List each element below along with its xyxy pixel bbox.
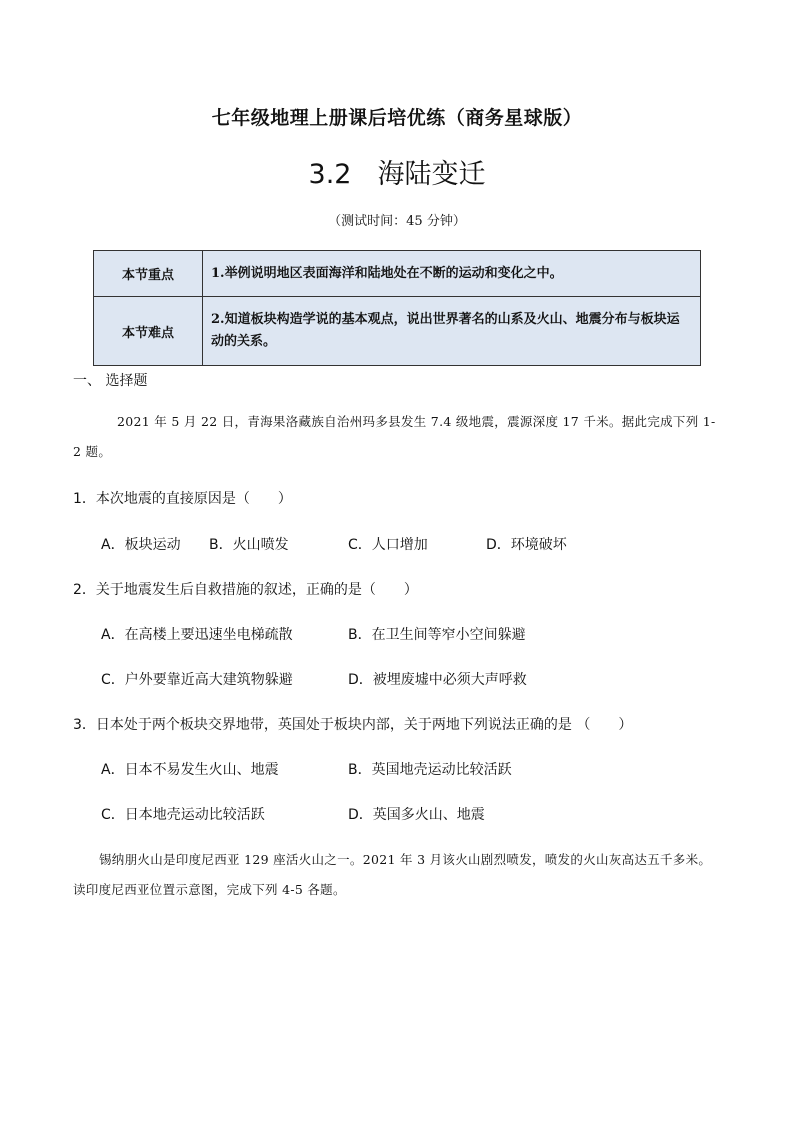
question-2: 2．关于地震发生后自救措施的叙述，正确的是（ ） (73, 582, 418, 598)
q3-option-d: D．英国多火山、地震 (348, 807, 485, 823)
document-title: 七年级地理上册课后培优练（商务星球版） (211, 107, 583, 129)
q3-option-b: B．英国地壳运动比较活跃 (348, 762, 512, 778)
lesson-title (0, 152, 794, 191)
row-label: 本节重点 (94, 251, 203, 297)
q2-option-c: C．户外要靠近高大建筑物躲避 (101, 672, 293, 688)
q2-option-b: B．在卫生间等窄小空间躲避 (348, 627, 526, 643)
focus-table (93, 250, 701, 366)
row-content: 1.举例说明地区表面海洋和陆地处在不断的运动和变化之中。 (203, 251, 701, 297)
row-content: 2.知道板块构造学说的基本观点，说出世界著名的山系及火山、地震分布与板块运动的关系。 (203, 297, 701, 366)
q1-option-c: C．人口增加 (348, 537, 428, 553)
q1-option-a: A．板块运动 (101, 537, 181, 553)
q3-option-c: C．日本地壳运动比较活跃 (101, 807, 265, 823)
q1-option-d: D．环境破坏 (486, 537, 567, 553)
passage-1: 2021 年 5 月 22 日，青海果洛藏族自治州玛多县发生 7.4 级地震，震源深度 17 千米。据此完成下列 1-2 题。 (73, 414, 716, 459)
row-label: 本节难点 (94, 297, 203, 366)
lesson-name: 海陆变迁 (377, 159, 486, 190)
section-title: 一、 选择题 (73, 373, 148, 389)
q2-option-d: D．被埋废墟中必须大声呼救 (348, 672, 527, 688)
q2-option-a: A．在高楼上要迅速坐电梯疏散 (101, 627, 293, 643)
table-row (94, 297, 701, 366)
passage-2: 锡纳朋火山是印度尼西亚 129 座活火山之一。2021 年 3 月该火山剧烈喷发，喷发的火山灰高达五千多米。读印度尼西亚位置示意图，完成下列 4-5 各题。 (73, 852, 712, 897)
lesson-number: 3.2 (308, 159, 352, 190)
question-1: 1．本次地震的直接原因是（ ） (73, 491, 292, 507)
q1-option-b: B．火山喷发 (209, 537, 289, 553)
question-3: 3．日本处于两个板块交界地带，英国处于板块内部，关于两地下列说法正确的是 （ ） (73, 717, 633, 733)
test-time: （测试时间：45 分钟） (328, 214, 466, 229)
q3-option-a: A．日本不易发生火山、地震 (101, 762, 279, 778)
table-row (94, 251, 701, 297)
